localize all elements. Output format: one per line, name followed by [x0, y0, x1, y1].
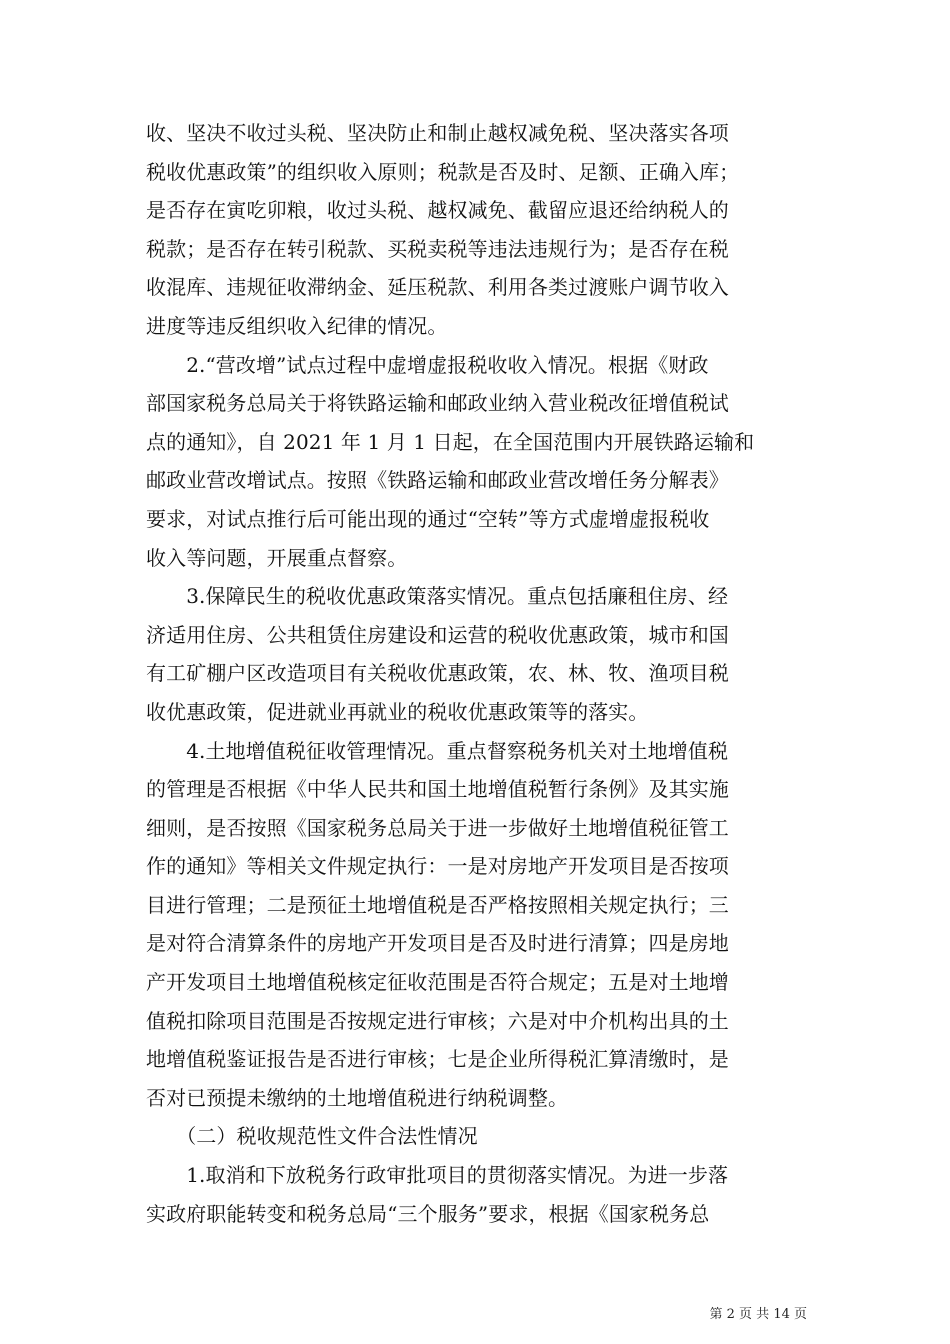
text-line: 否对已预提未缴纳的土地增值税进行纳税调整。	[146, 1085, 569, 1110]
text-line: 产开发项目土地增值税核定征收范围是否符合规定；五是对土地增	[146, 970, 729, 995]
text-line: 实政府职能转变和税务总局“三个服务”要求，根据《国家税务总	[146, 1201, 710, 1226]
text-line: 税收优惠政策”的组织收入原则；税款是否及时、足额、正确入库；	[146, 159, 740, 184]
text-line: 有工矿棚户区改造项目有关税收优惠政策，农、林、牧、渔项目税	[146, 661, 729, 686]
text-line: 作的通知》等相关文件规定执行：一是对房地产开发项目是否按项	[146, 854, 729, 879]
text-line: 目进行管理；二是预征土地增值税是否严格按照相关规定执行；三	[146, 892, 729, 917]
text-line: 点的通知》，自 2021 年 1 月 1 日起，在全国范围内开展铁路运输和	[146, 429, 755, 454]
text-line: 进度等违反组织收入纪律的情况。	[146, 313, 448, 338]
text-line: 地增值税鉴证报告是否进行审核；七是企业所得税汇算清缴时，是	[146, 1047, 729, 1072]
text-line: 值税扣除项目范围是否按规定进行审核；六是对中介机构出具的土	[146, 1008, 729, 1033]
text-line: 2.“营改增”试点过程中虚增虚报税收收入情况。根据《财政	[146, 352, 709, 377]
text-line: 部国家税务总局关于将铁路运输和邮政业纳入营业税改征增值税试	[146, 391, 729, 416]
page-number: 第 2 页 共 14 页	[709, 1307, 807, 1322]
text-line: 是对符合清算条件的房地产开发项目是否及时进行清算；四是房地	[146, 931, 729, 956]
text-line: 要求，对试点推行后可能出现的通过“空转”等方式虚增虚报税收	[146, 506, 710, 531]
text-line: 收、坚决不收过头税、坚决防止和制止越权减免税、坚决落实各项	[146, 121, 729, 145]
text-line: 收入等问题，开展重点督察。	[146, 545, 408, 570]
document-body	[146, 114, 806, 1233]
text-line: 4.土地增值税征收管理情况。重点督察税务机关对土地增值税	[146, 738, 729, 763]
text-line: 的管理是否根据《中华人民共和国土地增值税暂行条例》及其实施	[146, 777, 729, 802]
text-line: 细则，是否按照《国家税务总局关于进一步做好土地增值税征管工	[146, 815, 729, 840]
text-line: 3.保障民生的税收优惠政策落实情况。重点包括廉租住房、经	[146, 584, 729, 609]
text-line: 济适用住房、公共租赁住房建设和运营的税收优惠政策，城市和国	[146, 622, 729, 647]
text-line: 1.取消和下放税务行政审批项目的贯彻落实情况。为进一步落	[146, 1163, 729, 1188]
text-line: 收优惠政策，促进就业再就业的税收优惠政策等的落实。	[146, 699, 649, 724]
text-line: 税款；是否存在转引税款、买税卖税等违法违规行为；是否存在税	[146, 236, 729, 261]
text-line: 收混库、违规征收滞纳金、延压税款、利用各类过渡账户调节收入	[146, 275, 729, 300]
text-line: 邮政业营改增试点。按照《铁路运输和邮政业营改增任务分解表》	[146, 468, 729, 493]
section-heading: （二）税收规范性文件合法性情况	[146, 1124, 478, 1149]
text-line: 是否存在寅吃卯粮，收过头税、越权减免、截留应退还给纳税人的	[146, 198, 729, 223]
